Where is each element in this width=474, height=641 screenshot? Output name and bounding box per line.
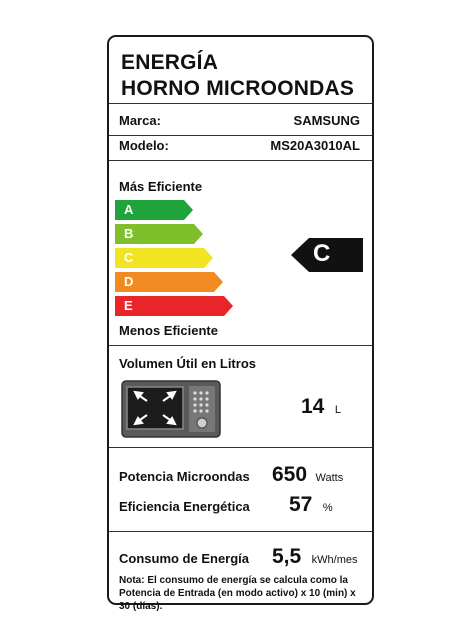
efficiency-class-letter: B <box>124 226 134 241</box>
footnote: Nota: El consumo de energía se calcula como la Potencia de Entrada (en modo activo) x 10 (min) x 30 (días). <box>119 575 356 612</box>
label-title-product: HORNO MICROONDAS <box>121 77 355 100</box>
scale-top-label: Más Eficiente <box>119 179 203 194</box>
brand-label: Marca: <box>119 113 161 128</box>
volume-unit: L <box>334 404 341 416</box>
divider <box>109 531 372 532</box>
efficiency-unit: % <box>322 502 333 514</box>
energy-label <box>107 35 374 612</box>
efficiency-class-letter: C <box>124 250 134 265</box>
divider <box>109 135 372 136</box>
divider <box>109 160 372 161</box>
efficiency-value: 57 <box>289 493 313 516</box>
scale-bottom-label: Menos Eficiente <box>119 323 218 338</box>
label-title-energy: ENERGÍA <box>121 51 219 74</box>
microwave-icon <box>121 380 221 443</box>
consumption-value-group <box>272 545 358 569</box>
volume-label: Volumen Útil en Litros <box>119 356 256 371</box>
divider <box>109 447 372 448</box>
consumption-label: Consumo de Energía <box>119 551 250 566</box>
rating-arrow <box>291 238 363 277</box>
efficiency-class-letter: A <box>124 202 134 217</box>
efficiency-label: Eficiencia Energética <box>119 499 250 514</box>
power-label: Potencia Microondas <box>119 469 250 484</box>
power-value-group <box>272 463 343 487</box>
efficiency-class-a <box>115 200 193 220</box>
brand-value: SAMSUNG <box>293 113 360 128</box>
efficiency-class-letter: E <box>124 298 133 313</box>
rating-letter: C <box>313 240 331 267</box>
consumption-value: 5,5 <box>272 545 302 568</box>
power-unit: Watts <box>315 472 344 484</box>
volume-value: 14 <box>301 395 325 418</box>
efficiency-value-group <box>289 493 333 517</box>
consumption-unit: kWh/mes <box>311 554 358 566</box>
efficiency-class-letter: D <box>124 274 134 289</box>
efficiency-class-d <box>115 272 223 292</box>
power-value: 650 <box>272 463 308 486</box>
efficiency-class-b <box>115 224 203 244</box>
efficiency-class-c <box>115 248 213 268</box>
divider <box>109 103 372 104</box>
divider <box>109 345 372 346</box>
model-label: Modelo: <box>119 138 169 153</box>
model-value: MS20A3010AL <box>270 138 360 153</box>
volume-value-group <box>301 395 341 419</box>
efficiency-class-e <box>115 296 233 316</box>
